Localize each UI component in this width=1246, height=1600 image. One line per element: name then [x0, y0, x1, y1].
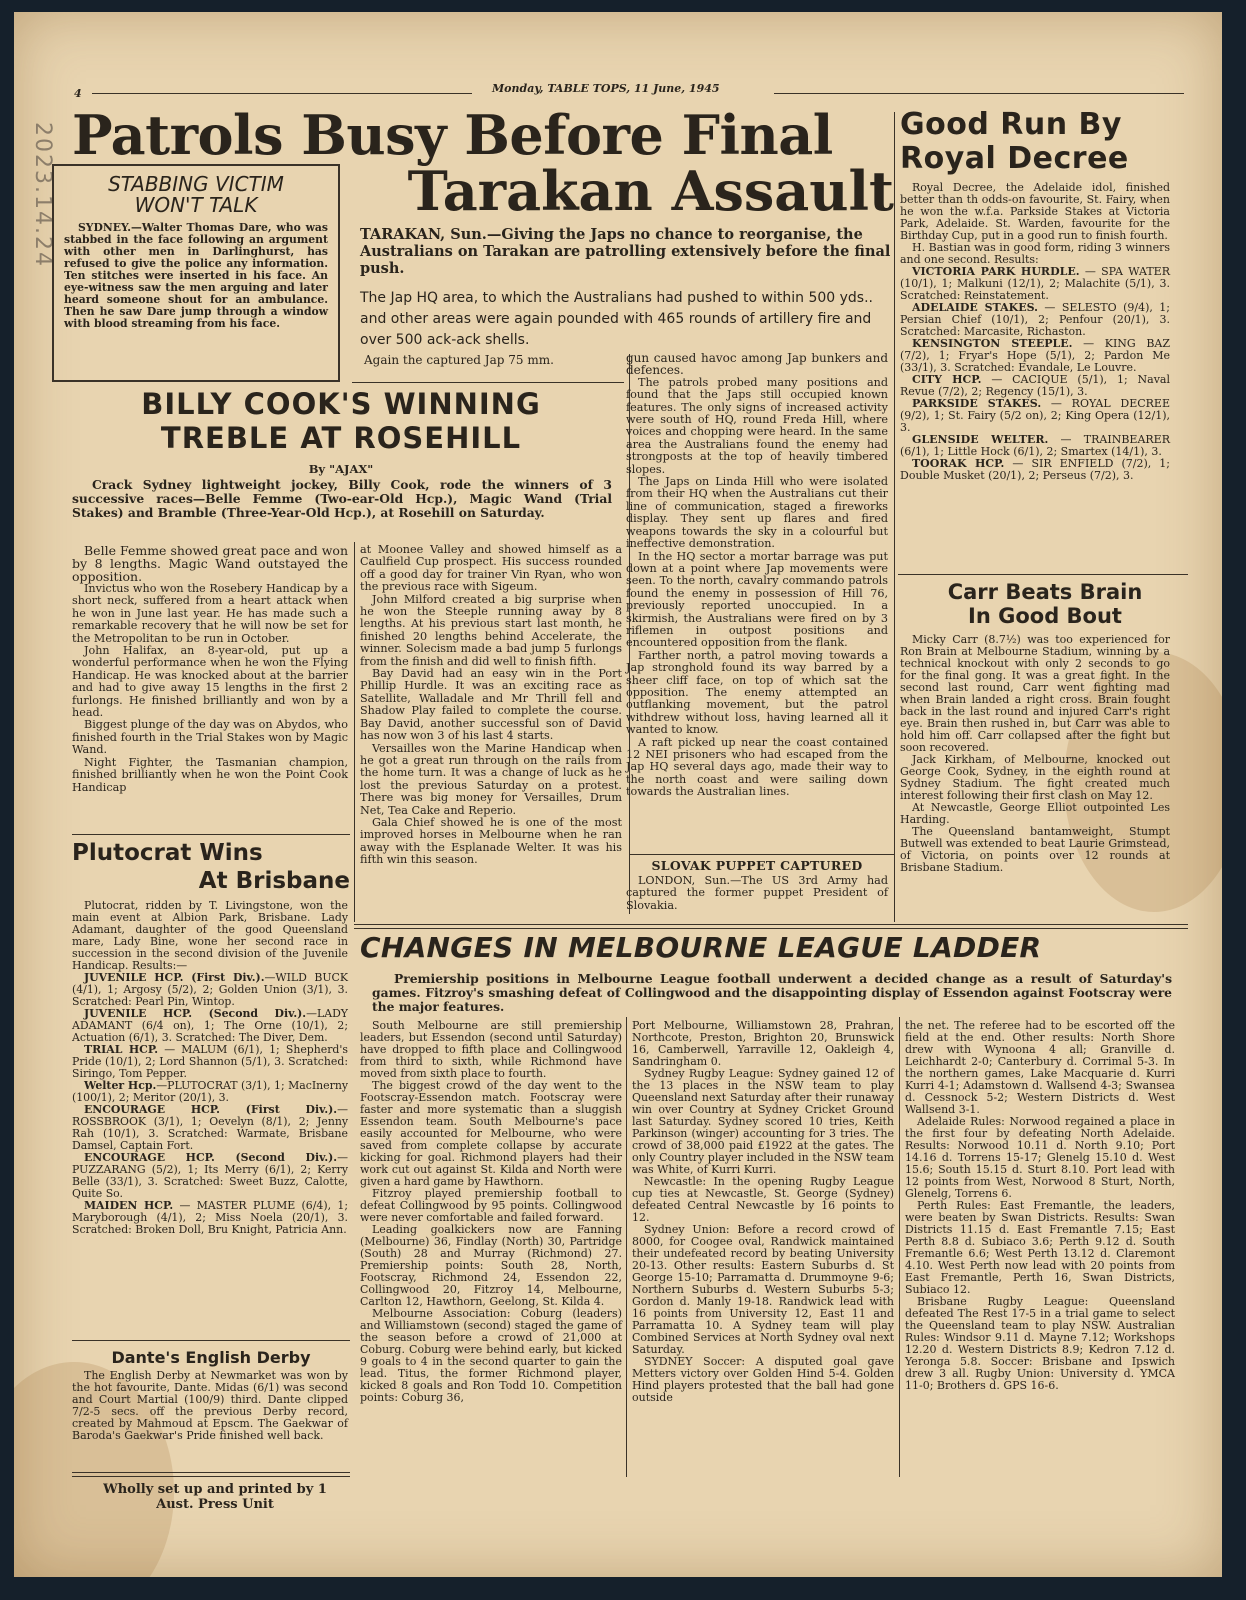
derby-paragraph: The English Derby at Newmarket was won by the hot favourite, Dante. Midas (6/1) was second and Court Martial (100/9) third. Dante clipped 7/2-5 secs. off the previous Derby record, created by Mahmoud at Epscm. The Gaekwar of Baroda's Gaekwar's Pride finished well back.: [72, 1369, 348, 1442]
race-name: ENCOURAGE HCP. (Second Div.).: [84, 1151, 338, 1164]
lead-intro: The Jap HQ area, to which the Australians had pushed to within 500 yds.. and other areas were again pounded with 465 rounds of artillery fire and over 500 ack-ack shells.: [360, 290, 873, 348]
carr-paragraph: Micky Carr (8.7½) was too experienced for Ron Brain at Melbourne Stadium, winning by a technical knockout with only 2 seconds to go for the final gong. It was a great fight. In the second last round, Carr went fighting mad when Brain landed a right cross. Brain fought back in the last round and injured Carr's right eye. Brain then rushed in, but Carr was able to hold him off. Carr collapsed after the fight but soon recovered.: [900, 633, 1170, 754]
plutocrat-headline-line2: At Brisbane: [198, 868, 350, 894]
billy-cook-column-1: [72, 544, 348, 794]
lead-column-2: [626, 352, 888, 799]
race-result: — MASTER PLUME (6/4), 1; Maryborough (4/1), 2; Miss Noela (20/1), 3. Scratched: Broken Doll, Bru Knight, Patricia Ann.: [72, 1199, 348, 1236]
ladder-paragraph: Sydney Rugby League: Sydney gained 12 of the 13 places in the NSW team to play Queensland next Saturday after their runaway win over Country at Sydney Cricket Ground last Saturday. Sydney scored 10 tries, Keith Parkinson (winger) accounting for 3 tries. The crowd of 38,000 paid £1922 at the gates. The only Country player included in the NSW team was White, of Kurri Kurri.: [632, 1067, 894, 1176]
race-result: — SELESTO (9/4), 1; Persian Chief (10/1), 2; Penfour (20/1), 3. Scratched: Marcasite, Richaston.: [900, 301, 1171, 338]
ladder-paragraph: South Melbourne are still premiership leaders, but Essendon (second until Saturday) have dropped to fifth place and Collingwood from third to sixth, while Richmond have moved from sixth place to fourth.: [360, 1019, 622, 1080]
carr-paragraph: At Newcastle, George Elliot outpointed Les Harding.: [900, 801, 1170, 826]
race-result: —ROSSBROOK (3/1), 1; Oevelyn (8/1), 2; Jenny Rah (10/1), 3. Scratched: Warmate, Brisbane Damsel, Captain Fort.: [72, 1103, 348, 1152]
stabbing-body: SYDNEY.—Walter Thomas Dare, who was stabbed in the face following an argument with other men in Darlinghurst, has refused to give the police any information. Ten stitches were inserted in his face. An eye-witness saw the men arguing and later heard someone shout for an ambulance. Then he saw Dare jump through a window with blood streaming from his face.: [64, 221, 328, 330]
billy-cook-byline: By "AJAX": [308, 462, 374, 476]
carr-headline-line1: Carr Beats Brain: [947, 580, 1143, 604]
race-name: MAIDEN HCP.: [84, 1199, 174, 1212]
billy-cook-deck: Crack Sydney lightweight jockey, Billy Cook, rode the winners of 3 successive races—Belle Femme (Two-ear-Old Hcp.), Magic Wand (Trial Stakes) and Bramble (Three-Year-Old Hcp.), at Rosehill on Saturday.: [72, 477, 612, 520]
ladder-paragraph: SYDNEY Soccer: A disputed goal gave Metters victory over Golden Hind 5-4. Golden Hind players protested that the ball had gone outside: [632, 1355, 894, 1404]
lead-paragraph: Farther north, a patrol moving towards a Jap stronghold found its way barred by a sheer cliff face, on top of which sat the opposition. The enemy attempted an outflanking movement, but the patrol withdrew without loss, having learned all it wanted to know.: [626, 648, 888, 737]
race-name: ENCOURAGE HCP. (First Div.).: [84, 1103, 338, 1116]
race-name: VICTORIA PARK HURDLE.: [912, 265, 1080, 278]
ladder-paragraph: Adelaide Rules: Norwood regained a place in the first four by defeating North Adelaide. Results: Norwood 10.11 d. North 9.10; Port 14.16 d. Torrens 15-17; Glenelg 15.10 d. West 15.6; South 15.15 d. Sturt 8.10. Port lead with 12 points from West, Norwood 8 Sturt, North, Glenelg, Torrens 6.: [905, 1115, 1175, 1200]
slovak-story: [626, 858, 888, 912]
carr-headline-line2: In Good Bout: [968, 604, 1122, 628]
race-result: — KING BAZ (7/2), 1; Fryar's Hope (5/1), 2; Pardon Me (33/1), 3. Scratched: Evandale, Le Louvre.: [900, 337, 1170, 374]
ladder-paragraph: Brisbane Rugby League: Queensland defeated The Rest 17-5 in a trial game to select the Queensland team to play NSW. Australian Rules: Windsor 9.11 d. Mayne 7.12; Workshops 12.20 d. Western Districts 8.9; Kedron 7.12 d. Yeronga 5.8. Soccer: Brisbane and Ipswich drew 3 all. Rugby Union: University d. YMCA 11-0; Brothers d. GPS 16-6.: [905, 1295, 1175, 1392]
race-name: TOORAK HCP.: [912, 457, 1005, 470]
race-result: — SPA WATER (10/1), 1; Malkuni (12/1), 2; Malachite (5/1), 3. Scratched: Reinstatement.: [900, 265, 1170, 302]
page-number: 4: [74, 87, 82, 100]
race-result: — SIR ENFIELD (7/2), 1; Double Musket (20/1), 2; Perseus (7/2), 3.: [900, 457, 1170, 482]
lead-headline-line2: Tarakan Assault: [407, 159, 894, 223]
ladder-column-3: [905, 1020, 1175, 1392]
billy-cook-paragraph: Night Fighter, the Tasmanian champion, finished brilliantly when he won the Point Cook Handicap: [72, 755, 348, 794]
royal-decree-paragraph: H. Bastian was in good form, riding 3 winners and one second. Results:: [900, 241, 1170, 266]
ladder-paragraph: Leading goalkickers now are Fanning (Melbourne) 36, Findlay (North) 30, Partridge (South) 28 and Murray (Richmond) 27. Premiership points: South 28, North, Footscray, Richmond 24, Essendon 22, Collingwood 20, Fitzroy 14, Melbourne, Carlton 12, Hawthorn, Geelong, St. Kilda 4.: [360, 1223, 622, 1308]
billy-cook-paragraph: Gala Chief showed he is one of the most improved horses in Melbourne when he ran away with the Esplanade Welter. It was his fifth win this season.: [360, 815, 622, 867]
lead-paragraph: The Japs on Linda Hill who were isolated from their HQ when the Australians cut their line of communication, staged a fireworks display. They sent up flares and fired weapons towards the sky in a colourful but ineffective demonstration.: [626, 475, 888, 551]
race-name: JUVENILE HCP. (Second Div.).: [84, 1007, 307, 1020]
ladder-paragraph: the net. The referee had to be escorted off the field at the end. Other results: North Shore drew with Wynoona 4 all; Granville d. Leichhardt 2-0; Canterbury d. Corrimal 5-3. In the northern games, Lake Macquarie d. Kurri Kurri 4-1; Adamstown d. Wallsend 4-3; Swansea d. Cessnock 5-2; Western Districts d. West Wallsend 3-1.: [905, 1019, 1175, 1116]
derby-headline: Dante's English Derby: [111, 1348, 311, 1367]
lead-paragraph: A raft picked up near the coast contained 12 NEI prisoners who had escaped from the Jap HQ several days ago, made their way to the north coast and were sailing down towards the Australian lines.: [626, 735, 888, 799]
billy-cook-paragraph: Biggest plunge of the day was on Abydos, who finished fourth in the Trial Stakes won by Magic Wand.: [72, 718, 348, 757]
slovak-headline: SLOVAK PUPPET CAPTURED: [651, 858, 863, 873]
billy-cook-column-2: [360, 544, 622, 867]
lead-paragraph: The patrols probed many positions and found that the Japs still occupied known features. The only signs of increased activity were south of HQ, round Freda Hill, where voices and chopping were heard. In the same area the Australians found the enemy had strongposts at the top of heavily timbered slopes.: [626, 375, 888, 476]
race-name: Welter Hcp.: [84, 1079, 157, 1092]
ladder-paragraph: Newcastle: In the opening Rugby League cup ties at Newcastle, St. George (Sydney) defeated Central Newcastle by 16 points to 12.: [632, 1175, 894, 1224]
carr-paragraph: The Queensland bantamweight, Stumpt Butwell was extended to beat Laurie Grimstead, of Victoria, on points over 12 rounds at Brisbane Stadium.: [900, 825, 1170, 874]
carr-story: [900, 634, 1170, 874]
race-name: TRIAL HCP.: [84, 1043, 159, 1056]
ladder-paragraph: The biggest crowd of the day went to the Footscray-Essendon match. Footscray were faster and more systematic than a sluggish Essendon team. South Melbourne's pace easily accounted for Melbourne, who were saved from complete collapse by accurate kicking for goal. Richmond players had their work cut out against St. Kilda and North were given a hard game by Hawthorn.: [360, 1079, 622, 1188]
plutocrat-story: [72, 900, 348, 1236]
race-result: —PUZZARANG (5/2), 1; Its Merry (6/1), 2; Kerry Belle (33/1), 3. Scratched: Sweet Buzz, Calotte, Quite So.: [72, 1151, 348, 1200]
billy-cook-headline-line2: TREBLE AT ROSEHILL: [160, 421, 522, 455]
billy-cook-paragraph: at Moonee Valley and showed himself as a Caulfield Cup prospect. His success rounded off a good day for trainer Vin Ryan, who won the previous race with Sigeum.: [360, 543, 622, 594]
race-result: —WILD BUCK (4/1), 1; Argosy (5/2), 2; Golden Union (3/1), 3. Scratched: Pearl Pin, Wintop.: [72, 971, 348, 1008]
lead-headline-line1: Patrols Busy Before Final: [72, 103, 833, 167]
newspaper-page: [14, 12, 1222, 1577]
plutocrat-paragraph: Plutocrat, ridden by T. Livingstone, won the main event at Albion Park, Brisbane. Lady Adamant, daughter of the good Queensland mare, Lady Bine, wone her second race in succession in the second division of the Juvenile Handicap. Results:—: [72, 899, 348, 972]
lead-deck: TARAKAN, Sun.—Giving the Japs no chance to reorganise, the Australians on Tarakan are patrolling extensively before the final push.: [360, 226, 891, 277]
ladder-paragraph: Fitzroy played premiership football to defeat Collingwood by 95 points. Collingwood were never comfortable and failed forward.: [360, 1187, 622, 1224]
stabbing-headline-line2: WON'T TALK: [134, 193, 258, 217]
royal-decree-headline-line2: Royal Decree: [900, 141, 1129, 176]
race-result: — MALUM (6/1), 1; Shepherd's Pride (10/1), 2; Lord Shannon (5/1), 3. Scratched: Siringo, Tom Pepper.: [72, 1043, 348, 1080]
billy-cook-paragraph: Belle Femme showed great pace and won by 8 lengths. Magic Wand outstayed the opposition.: [72, 543, 348, 584]
ladder-paragraph: Perth Rules: East Fremantle, the leaders, were beaten by Swan Districts. Results: Swan Districts 11.15 d. East Fremantle 7.15; East Perth 8.8 d. Subiaco 3.6; Perth 9.12 d. South Fremantle 6.6; West Perth 13.12 d. Claremont 4.10. West Perth now lead with 20 points from East Fremantle, Perth 16, Swan Districts, Subiaco 12.: [905, 1199, 1175, 1296]
billy-cook-headline-line1: BILLY COOK'S WINNING: [141, 387, 541, 421]
royal-decree-paragraph: Royal Decree, the Adelaide idol, finished better than th odds-on favourite, St. Fairy, when he won the w.f.a. Parkside Stakes at Victoria Park, Adelaide. St. Warden, favourite for the Birthday Cup, put in a good run to finish fourth.: [900, 181, 1170, 242]
plutocrat-headline-line1: Plutocrat Wins: [72, 840, 263, 866]
race-name: PARKSIDE STAKES.: [912, 397, 1042, 410]
derby-story: [72, 1370, 348, 1442]
ladder-column-2: [632, 1020, 894, 1404]
billy-cook-paragraph: John Halifax, an 8-year-old, put up a wonderful performance when he won the Flying Handicap. He was knocked about at the barrier and had to give away 15 lengths in the first 2 furlongs. He finished brilliantly and won by a head.: [72, 644, 348, 720]
billy-cook-paragraph: Bay David had an easy win in the Port Phillip Hurdle. It was an exciting race as Satellite, Walladale and Mr Thrill fell and Shadow Play failed to complete the course. Bay David, another successful son of David has now won 3 of his last 4 starts.: [360, 667, 622, 743]
ladder-column-1: [360, 1020, 622, 1404]
ladder-paragraph: Sydney Union: Before a record crowd of 8000, for Coogee oval, Randwick maintained their undefeated record by beating University 20-13. Other results: Eastern Suburbs d. St George 15-10; Parramatta d. Drummoyne 9-6; Northern Suburbs d. Western Suburbs 5-3; Gordon d. Manly 19-18. Randwick lead with 16 points from University 12, East 11 and Parramatta 10. A Sydney team will play Combined Services at North Sydney oval next Saturday.: [632, 1223, 894, 1356]
race-result: — TRAINBEARER (6/1), 1; Little Hock (6/1), 2; Smartex (14/1), 3.: [900, 433, 1170, 458]
race-name: CITY HCP.: [912, 373, 982, 386]
stabbing-victim-box: [52, 164, 340, 382]
lead-paragraph: In the HQ sector a mortar barrage was put down at a point where Jap movements were seen. To the north, cavalry commando patrols found the enemy in possession of Hill 76, previously reported unoccupied. In a skirmish, the Australians were fired on by 3 riflemen in outpost positions and encountered opposition from the flank.: [626, 549, 888, 650]
lead-col1-start: Again the captured Jap 75 mm.: [364, 353, 554, 367]
dateline: Monday, TABLE TOPS, 11 June, 1945: [492, 82, 720, 95]
archive-handwritten-number: 2023.14.24: [30, 122, 55, 268]
slovak-body: LONDON, Sun.—The US 3rd Army had captured the former puppet President of Slovakia.: [626, 874, 888, 912]
race-result: —LADY ADAMANT (6/4 on), 1; The Orne (10/1), 2; Actuation (6/1), 3. Scratched: The Diver, Dem.: [72, 1007, 348, 1044]
race-name: JUVENILE HCP. (First Div.).: [84, 971, 265, 984]
royal-decree-headline-line1: Good Run By: [900, 107, 1122, 142]
carr-paragraph: Jack Kirkham, of Melbourne, knocked out George Cook, Sydney, in the eighth round at Sydney Stadium. The fight created much interest following their first clash on May 12.: [900, 753, 1170, 802]
billy-cook-paragraph: John Milford created a big surprise when he won the Steeple running away by 8 lengths. At his previous start last month, he finished 20 lengths behind Accelerate, the winner. Solecism made a bad jump 5 furlongs from the finish and did well to finish fifth.: [360, 592, 622, 668]
billy-cook-paragraph: Versailles won the Marine Handicap when he got a great run through on the rails from the home turn. It was a change of luck as he lost the previous Saturday on a protest. There was big money for Versailles, Drum Net, Tea Cake and Reperio.: [360, 741, 622, 817]
race-result: — ROYAL DECREE (9/2), 1; St. Fairy (5/2 on), 2; King Opera (12/1), 3.: [900, 397, 1170, 434]
ladder-deck: Premiership positions in Melbourne League football underwent a decided change as a result of Saturday's games. Fitzroy's smashing defeat of Collingwood and the disappointing display of Essendon against Footscray were the major features.: [372, 971, 1172, 1014]
stabbing-headline-line1: STABBING VICTIM: [108, 172, 284, 196]
race-result: — CACIQUE (5/1), 1; Naval Revue (7/2), 2; Regency (15/1), 3.: [900, 373, 1170, 398]
ladder-paragraph: Port Melbourne, Williamstown 28, Prahran, Northcote, Preston, Brighton 20, Brunswick 16, Camberwell, Yarraville 12, Oakleigh 4, Sandringham 0.: [632, 1019, 894, 1068]
race-name: KENSINGTON STEEPLE.: [912, 337, 1073, 350]
ladder-paragraph: Melbourne Association: Coburg (leaders) and Williamstown (second) staged the game of the season before a crowd of 21,000 at Coburg. Coburg were behind early, but kicked 9 goals to 4 in the second quarter to gain the lead. Titus, the former Richmond player, kicked 8 goals and Ron Todd 10. Competition points: Coburg 36,: [360, 1307, 622, 1404]
royal-decree-story: [900, 182, 1170, 482]
race-name: GLENSIDE WELTER.: [912, 433, 1049, 446]
race-name: ADELAIDE STAKES.: [912, 301, 1038, 314]
race-result: —PLUTOCRAT (3/1), 1; MacInerny (100/1), 2; Meritor (20/1), 3.: [72, 1079, 348, 1104]
billy-cook-paragraph: Invictus who won the Rosebery Handicap by a short neck, suffered from a heart attack when he won in June last year. He has made such a remarkable recovery that he will now be set for the Metropolitan to be run in October.: [72, 582, 348, 645]
ladder-headline: CHANGES IN MELBOURNE LEAGUE LADDER: [360, 931, 1042, 964]
lead-paragraph: gun caused havoc among Jap bunkers and defences.: [626, 351, 888, 378]
imprint: Wholly set up and printed by 1 Aust. Press Unit: [103, 1482, 327, 1512]
